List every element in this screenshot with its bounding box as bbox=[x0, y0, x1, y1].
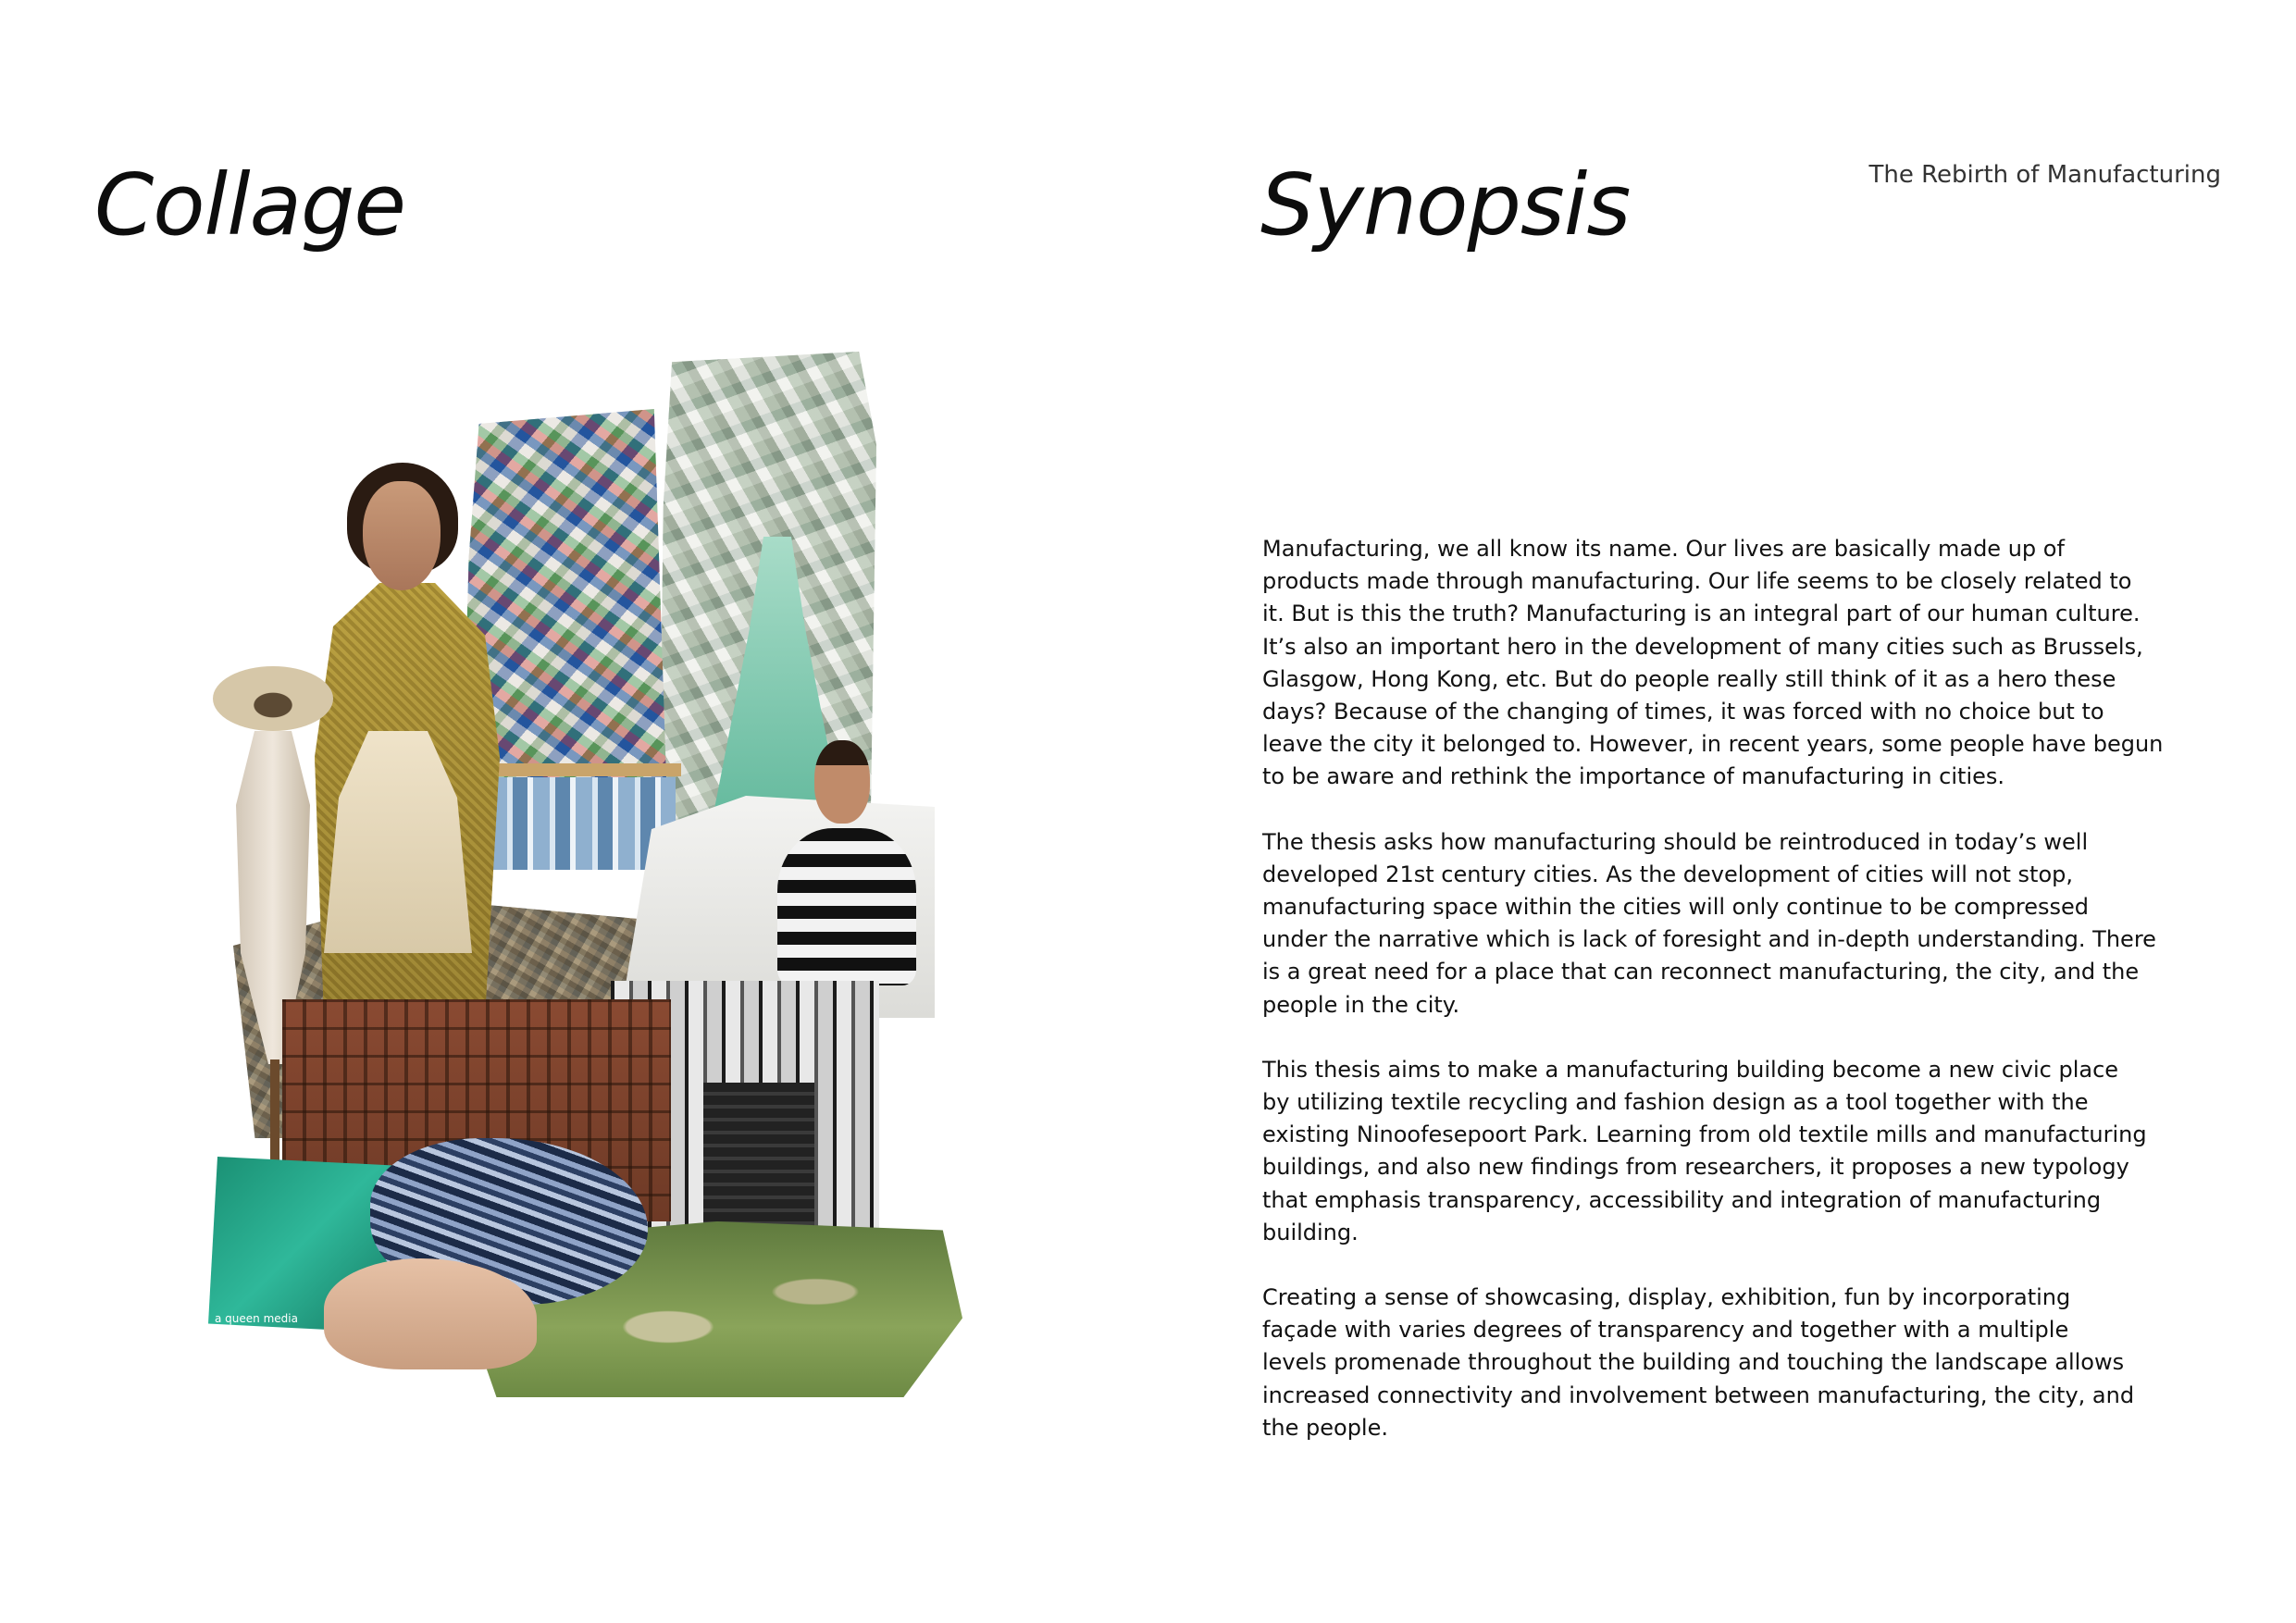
synopsis-paragraph: Manufacturing, we all know its name. Our lives are basically made up of products made through manufacturing. Our life seems to be closely related to it. But is this the truth? Manufacturing is an integral part of our human culture. It’s also an important hero in the development of many cities such as Brussels, Glasgow, Hong Kong, etc. But do people really still think of it as a hero these days? Because of the changing of times, it was forced with no choice but to leave the city it belonged to. However, in recent years, some people have begun to be aware and rethink the importance of manufacturing in cities. bbox=[1262, 536, 2164, 790]
synopsis-paragraph: The thesis asks how manufacturing should be reintroduced in today’s well developed 21st century cities. As the development of cities will not stop, manufacturing space within the cities will only continue to be compressed under the narrative which is lack of foresight and in-depth understanding. There is a great need for a place that can reconnect manufacturing, the city, and the people in the city. bbox=[1262, 828, 2156, 1018]
synopsis-paragraph: This thesis aims to make a manufacturing building become a new civic place by utilizing textile recycling and fashion design as a tool together with the existing Ninoofesepoort Park. Learning from old textile mills and manufacturing buildings, and also new findings from researchers, it proposes a new typology that emphasis transparency, accessibility and integration of manufacturing building. bbox=[1262, 1056, 2147, 1245]
seamstress-striped-shirt bbox=[777, 828, 916, 985]
synopsis-body bbox=[1262, 533, 2188, 1477]
synopsis-heading: Synopsis bbox=[1260, 155, 1631, 254]
mannequin-stand bbox=[270, 1059, 279, 1161]
model-face bbox=[363, 481, 441, 590]
collage-caption: a queen media bbox=[215, 1312, 298, 1325]
collage-image bbox=[185, 342, 999, 1406]
running-header: The Rebirth of Manufacturing bbox=[1868, 161, 2221, 189]
collage-heading: Collage bbox=[94, 155, 406, 254]
synopsis-paragraph: Creating a sense of showcasing, display, exhibition, fun by incorporating façade with varies degrees of transparency and together with a multiple levels promenade throughout the building and touching the landscape allows increased connectivity and involvement between manufacturing, the city, and the people. bbox=[1262, 1284, 2135, 1441]
straw-hat-icon bbox=[213, 666, 333, 731]
shelf-board bbox=[487, 763, 681, 776]
seamstress-head bbox=[814, 740, 870, 824]
